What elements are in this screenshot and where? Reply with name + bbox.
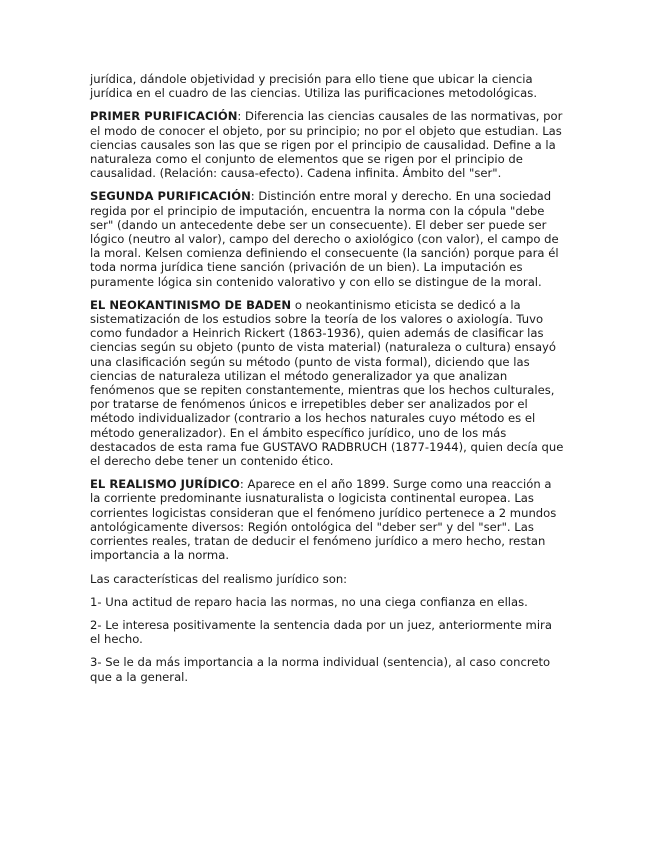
- section-segunda-purificacion: [90, 189, 564, 288]
- section-neokantinismo: [90, 298, 564, 468]
- section-body: : Aparece en el año 1899. Surge como una reacción a la corriente predominante iusnaturalista o logicista continental europea. Las corrientes logicistas consideran que el fenómeno jurídico pertenece a 2 mundos antológicamente diversos: Región ontológica del "deber ser" y del "ser". Las corrientes reales, tratan de deducir el fenómeno jurídico a mero hecho, restan importancia a la norma.: [90, 477, 557, 563]
- section-heading: EL REALISMO JURÍDICO: [90, 477, 240, 492]
- document-page: [90, 72, 564, 693]
- section-body: : Distinción entre moral y derecho. En una sociedad regida por el principio de imputación, encuentra la norma con la cópula "debe ser" (dando un antecedente debe ser un consecuente). El deber ser puede ser lógico (neutro al valor), campo del derecho o axiológico (con valor), el campo de la moral. Kelsen comienza definiendo el consecuente (la sanción) porque para él toda norma jurídica tiene sanción (privación de un bien). La imputación es puramente lógica sin contenido valorativo y con ello se distingue de la moral.: [90, 189, 559, 289]
- list-item: 3- Se le da más importancia a la norma individual (sentencia), al caso concreto que a la general.: [90, 655, 551, 684]
- section-heading: SEGUNDA PURIFICACIÓN: [90, 189, 251, 204]
- section-heading: EL NEOKANTINISMO DE BADEN: [90, 297, 292, 312]
- characteristics-intro: Las características del realismo jurídico son:: [90, 571, 348, 586]
- section-primer-purificacion: [90, 109, 564, 180]
- list-item: 1- Una actitud de reparo hacia las normas, no una ciega confianza en ellas.: [90, 594, 528, 609]
- section-body: : Diferencia las ciencias causales de las normativas, por el modo de conocer el objeto, por su principio; no por el objeto que estudian. Las ciencias causales son las que se rigen por el principio de causalidad. Define a la naturaleza como el conjunto de elementos que se rigen por el principio de causalidad. (Relación: causa-efecto). Cadena infinita. Ámbito del "ser".: [90, 109, 563, 181]
- intro-paragraph: jurídica, dándole objetividad y precisión para ello tiene que ubicar la ciencia jurídica en el cuadro de las ciencias. Utiliza las purificaciones metodológicas.: [90, 72, 538, 101]
- section-realismo-juridico: [90, 477, 564, 562]
- section-heading: PRIMER PURIFICACIÓN: [90, 109, 238, 124]
- section-body: o neokantinismo eticista se dedicó a la sistematización de los estudios sobre la teoría de los valores o axiología. Tuvo como fundador a Heinrich Rickert (1863-1936), quien además de clasificar las ciencias según su objeto (punto de vista material) (naturaleza o cultura) ensayó una clasificación según su método (punto de vista formal), diciendo que las ciencias de naturaleza utilizan el método generalizador ya que analizan fenómenos que se repiten constantemente, mientras que los hechos culturales, por tratarse de fenómenos únicos e irrepetibles deber ser analizados por el método individualizador (contrario a los hechos naturales cuyo método es el método generalizador). En el ámbito específico jurídico, uno de los más destacados de esta rama fue GUSTAVO RADBRUCH (1877-1944), quien decía que el derecho debe tener un contenido ético.: [90, 297, 564, 469]
- list-item: 2- Le interesa positivamente la sentencia dada por un juez, anteriormente mira el hecho.: [90, 617, 552, 647]
